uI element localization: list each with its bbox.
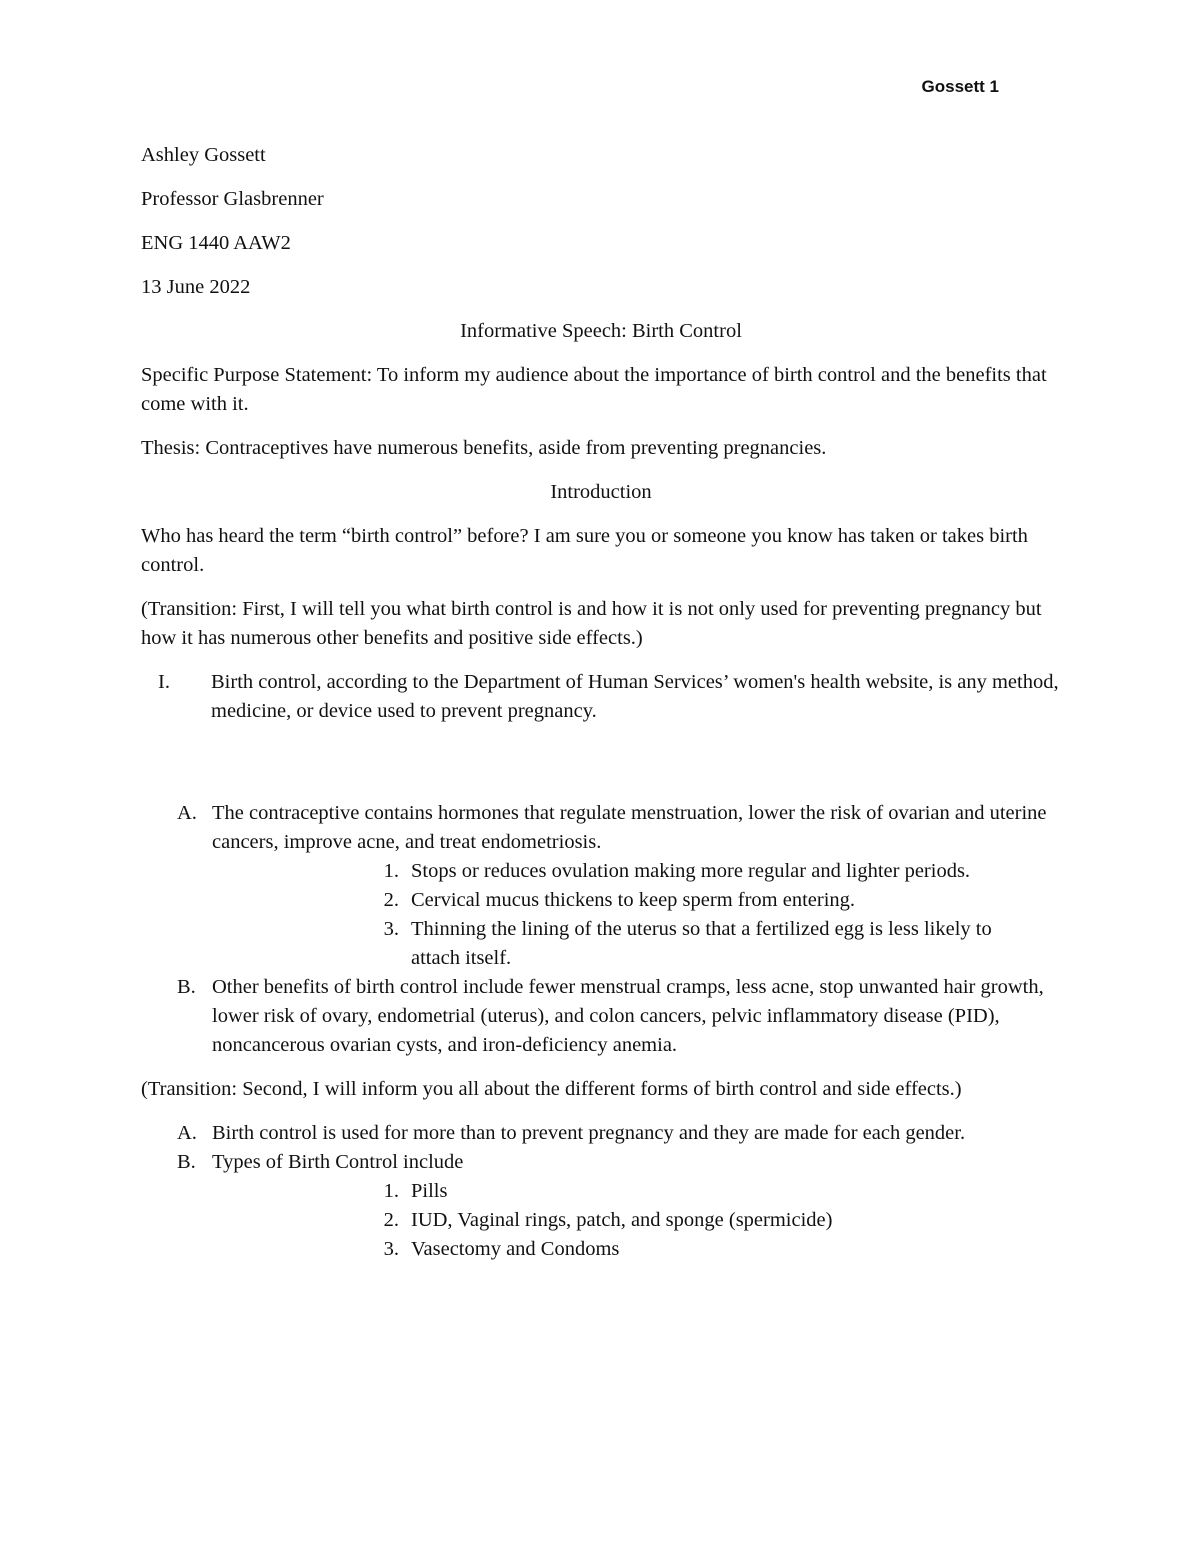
thesis-statement: Thesis: Contraceptives have numerous benefits, aside from preventing pregnancies.	[141, 437, 827, 459]
list-item-text: Pills	[411, 1180, 448, 1202]
list-item	[141, 1235, 1061, 1264]
subpoint-a-text: The contraceptive contains hormones that regulate menstruation, lower the risk of ovarian and uterine cancers, improve acne, and treat endometriosis.	[212, 802, 1047, 853]
list-item	[141, 1206, 1061, 1235]
subpoint-b	[141, 973, 1061, 1060]
document-body	[141, 141, 1061, 1264]
list-marker: 2.	[383, 1209, 399, 1231]
list-item	[141, 1177, 1061, 1206]
document-title: Informative Speech: Birth Control	[460, 320, 742, 342]
main-point-one-text: Birth control, according to the Department of Human Services’ women's health website, is any method, medicine, or device used to prevent pregnancy.	[211, 671, 1059, 722]
subpoint-a	[141, 1119, 1061, 1148]
list-marker: A.	[177, 1122, 197, 1144]
list-marker: 2.	[383, 889, 399, 911]
list-marker: A.	[177, 802, 197, 824]
list-marker: B.	[177, 1151, 196, 1173]
list-item	[141, 857, 1061, 886]
list-marker: 3.	[383, 1238, 399, 1260]
list-marker: 3.	[383, 918, 399, 940]
list-marker: 1.	[383, 860, 399, 882]
purpose-statement: Specific Purpose Statement: To inform my audience about the importance of birth control and the benefits that come with it.	[141, 364, 1047, 415]
transition-two: (Transition: Second, I will inform you all about the different forms of birth control and side effects.)	[141, 1078, 962, 1100]
course-name: ENG 1440 AAW2	[141, 232, 291, 254]
list-item	[141, 915, 1061, 973]
subpoint-a	[141, 799, 1061, 857]
list-item-text: Vasectomy and Condoms	[411, 1238, 620, 1260]
list-item-text: IUD, Vaginal rings, patch, and sponge (spermicide)	[411, 1209, 833, 1231]
list-marker: B.	[177, 976, 196, 998]
list-item-text: Thinning the lining of the uterus so that a fertilized egg is less likely to attach itself.	[411, 918, 992, 969]
list-marker: I.	[158, 671, 170, 693]
subpoint-b-text: Other benefits of birth control include fewer menstrual cramps, less acne, stop unwanted hair growth, lower risk of ovary, endometrial (uterus), and colon cancers, pelvic inflammatory disease (PID), noncancerous ovarian cysts, and iron-deficiency anemia.	[212, 976, 1044, 1056]
list-item-text: Stops or reduces ovulation making more regular and lighter periods.	[411, 860, 971, 882]
author-name: Ashley Gossett	[141, 144, 266, 166]
list-marker: 1.	[383, 1180, 399, 1202]
subpoint-b-text: Types of Birth Control include	[212, 1151, 464, 1173]
introduction-text: Who has heard the term “birth control” before? I am sure you or someone you know has taken or takes birth control.	[141, 525, 1028, 576]
date: 13 June 2022	[141, 276, 251, 298]
subpoint-a-text: Birth control is used for more than to prevent pregnancy and they are made for each gender.	[212, 1122, 966, 1144]
transition-one: (Transition: First, I will tell you what birth control is and how it is not only used for preventing pregnancy but how it has numerous other benefits and positive side effects.)	[141, 598, 1042, 649]
running-head: Gossett 1	[921, 77, 999, 96]
main-point-one	[141, 668, 1061, 726]
introduction-heading: Introduction	[550, 481, 652, 503]
list-item-text: Cervical mucus thickens to keep sperm from entering.	[411, 889, 856, 911]
list-item	[141, 886, 1061, 915]
subpoint-b	[141, 1148, 1061, 1177]
professor-name: Professor Glasbrenner	[141, 188, 324, 210]
